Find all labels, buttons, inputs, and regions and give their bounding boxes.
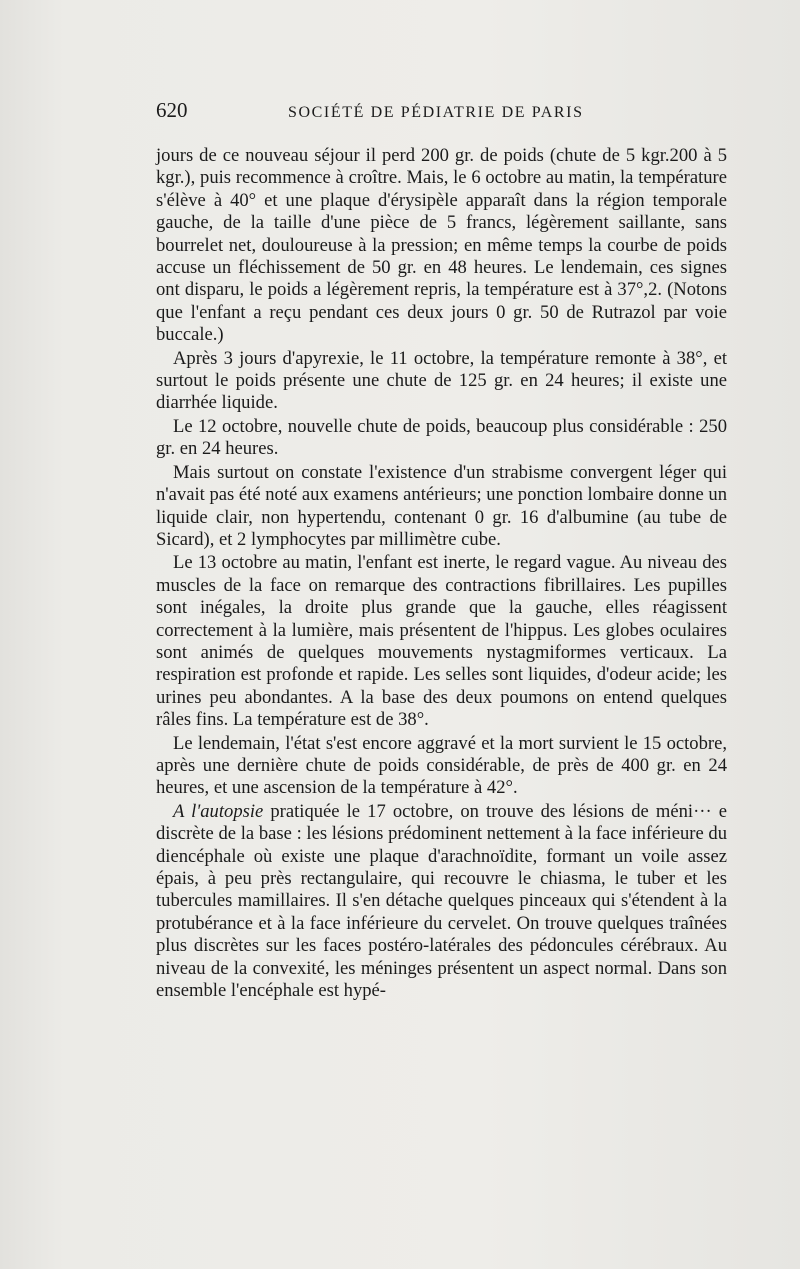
paragraph-text: pratiquée le 17 octobre, on trouve des lésions de méni··· e discrète de la base : les lésions prédominent nettement à la face inférieure du diencéphale où existe une plaque d'arachnoïdite, formant un voile assez épais, à peu près rectangulaire, qui recouvre le chiasma, le tuber et les tubercules mamillaires. Il s'en détache quelques pinceaux qui s'étendent à la protubérance et à la face inférieure du cervelet. On trouve quelques traînées plus discrètes sur les faces postéro-latérales des pédoncules cérébraux. Au niveau de la convexité, les méninges présentent un aspect normal. Dans son ensemble l'encéphale est hypé- [156,800,728,1002]
body-text [156,145,727,1002]
page-number: 620 [156,98,188,122]
paragraph: Le 13 octobre au matin, l'enfant est inerte, le regard vague. Au niveau des muscles de la face on remarque des contractions fibrillaires. Les pupilles sont inégales, la droite plus grande que la gauche, elles réagissent correctement à la lumière, mais présentent de l'hippus. Les globes oculaires sont animés de quelques mouvements nystagmiformes verticaux. La respiration est profonde et rapide. Les selles sont liquides, d'odeur acide; les urines peu abondantes. A la base des deux poumons on entend quelques râles fins. La température est de 38°. [156,552,727,731]
paragraph: Mais surtout on constate l'existence d'un strabisme convergent léger qui n'avait pas été noté aux examens antérieurs; une ponction lombaire donne un liquide clair, non hypertendu, contenant 0 gr. 16 d'albumine (au tube de Sicard), et 2 lymphocytes par millimètre cube. [156,461,727,550]
paragraph: Le 12 octobre, nouvelle chute de poids, beaucoup plus considérable : 250 gr. en 24 heures. [156,415,727,460]
paragraph: Après 3 jours d'apyrexie, le 11 octobre, la température remonte à 38°, et surtout le poids présente une chute de 125 gr. en 24 heures; il existe une diarrhée liquide. [156,347,727,414]
italic-lead: A l'autopsie [173,800,264,822]
page-header [156,98,736,128]
running-title: SOCIÉTÉ DE PÉDIATRIE DE PARIS [288,104,584,121]
paragraph: Le lendemain, l'état s'est encore aggravé et la mort survient le 15 octobre, après une dernière chute de poids considérable, de près de 400 gr. en 24 heures, et une ascension de la température à 42°. [156,732,727,799]
paragraph: jours de ce nouveau séjour il perd 200 gr. de poids (chute de 5 kgr.200 à 5 kgr.), puis recommence à croître. Mais, le 6 octobre au matin, la température s'élève à 40° et une plaque d'érysipèle apparaît dans la région temporale gauche, de la taille d'une pièce de 5 francs, légèrement saillante, sans bourrelet net, douloureuse à la pression; en même temps la courbe de poids accuse un fléchissement de 50 gr. en 48 heures. Le lendemain, ces signes ont disparu, le poids a légèrement repris, la température est à 37°,2. (Notons que l'enfant a reçu pendant ces deux jours 0 gr. 50 de Rutrazol par voie buccale.) [156,145,727,346]
paragraph [156,801,727,1003]
